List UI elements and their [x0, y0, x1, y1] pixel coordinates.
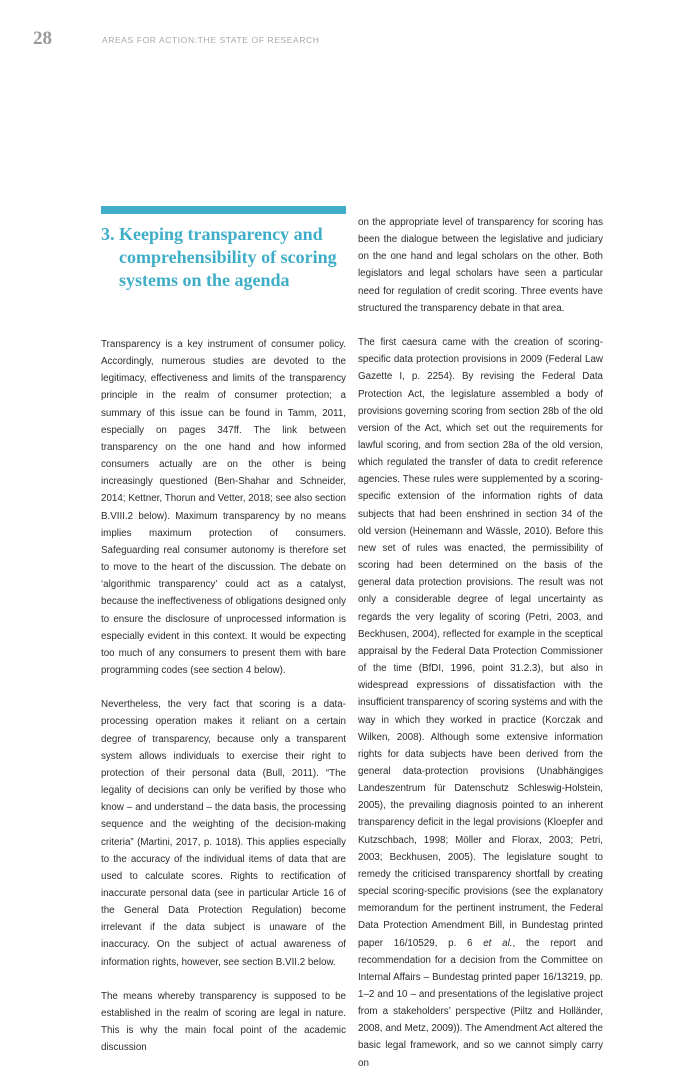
- left-column: [101, 336, 346, 1057]
- paragraph-text: The first caesura came with the creation of scoring-specific data protection provisions in 2009 (Federal Law Gazette I, p. 2254). By revising the Federal Data Protection Act, the legislature assembled a body of provisions governing scoring from section 28b of the old version of the Act, which set out the requirements for lawful scoring, and from section 28a of the old version, which regulated the transfer of data to credit reference agencies. These rules were supplemented by a scoring-specific extension of the information rights of data subjects that had been enshrined in section 34 of the old version (Heinemann and Wässle, 2010). Before this new set of rules was enacted, the permissibility of scoring had been determined on the basis of the general data protection provisions. The result was not only a considerable degree of legal uncertainty as regards the very legality of scoring (Petri, 2003, and Beckhusen, 2004), reflected for example in the sceptical appraisal by the Federal Data Protection Commissioner of the time (BfDI, 1996, point 31.2.3), but also in widespread expressions of dissatisfaction with the insufficient transparency of scoring systems and with the way in which they worked in practice (Korczak and Wilken, 2008). Although some extensive information rights for data subjects have been derived from the general data-protection provisions (Unabhängiges Landeszentrum für Datenschutz Schleswig-Holstein, 2005), the prevailing diagnosis pointed to an inherent transparency deficit in the legal provisions (Kloepfer and Kutzschbach, 1998; Möller and Florax, 2003; Petri, 2003; Beckhusen, 2005). The legislature sought to remedy the criticised transparency shortfall by creating special scoring-specific provisions (see the explanatory memorandum for the pertinent instrument, the Federal Data Protection Amendment Bill, in Bundestag printed paper 16/10529, p. 6: [358, 337, 603, 949]
- right-column: [358, 214, 603, 1072]
- running-header: AREAS FOR ACTION:THE STATE OF RESEARCH: [102, 35, 320, 45]
- paragraph: Transparency is a key instrument of consumer policy. Accordingly, numerous studies are devoted to the legitimacy, effectiveness and limits of the transparency principle in the realm of consumer protection; a summary of this issue can be found in Tamm, 2011, especially on pages 347ff. The link between transparency on the one hand and how informed consumers actually are on the other is being increasingly questioned (Ben-Shahar and Schneider, 2014; Kettner, Thorun and Vetter, 2018; see also section B.VIII.2 below). Maximum transparency by no means implies maximum protection of consumers. Safeguarding real consumer autonomy is therefore set to move to the heart of the discussion. The debate on ‘algorithmic transparency’ could act as a catalyst, because the ineffectiveness of obligations designed only to ensure the disclosure of unprocessed information is especially evident in this context. It would be expecting too much of any consumers to present them with bare programming codes (see section 4 below).: [101, 339, 346, 676]
- section-title: Keeping transparency and comprehensibility of scoring systems on the agenda: [119, 224, 337, 290]
- paragraph: The means whereby transparency is supposed to be established in the realm of scoring are legal in nature. This is why the main focal point of the academic discussion: [101, 990, 346, 1054]
- paragraph: on the appropriate level of transparency for scoring has been the dialogue between the legislative and judiciary on the one hand and legal scholars on the other. Both legislators and legal scholars have seen a particular need for regulation of credit scoring. Three events have structured the transparency debate in that area.: [358, 217, 603, 314]
- paragraph: Nevertheless, the very fact that scoring is a data-processing operation makes it reliant on a certain degree of transparency, because only a transparent system allows individuals to exercise their right to protection of their personal data (Bull, 2011). “The legality of decisions can only be verified by those who know – and understand – the data basis, the processing sequence and the weighting of the decision-making criteria” (Martini, 2017, p. 1018). This applies especially to the accuracy of the individual items of data that are used to calculate scores. Rights to rectification of inaccurate personal data (see in particular Article 16 of the General Data Protection Regulation) become irrelevant if the data subject is unaware of the inaccuracy. On the subject of actual awareness of information rights, however, see section B.VII.2 below.: [101, 699, 346, 968]
- paragraph: [358, 334, 603, 1072]
- paragraph-text: , the report and recommendation for a decision from the Committee on Internal Affairs – Bundestag printed paper 16/13219, pp. 1–2 and 10 – and presentations of the legislative project from a stakeholders’ perspective (Piltz and Holländer, 2008, and Metz, 2009)). The Amendment Act altered the basic legal framework, and so we cannot simply carry on: [358, 937, 603, 1069]
- page-number: 28: [33, 28, 52, 49]
- section-heading: [101, 223, 341, 291]
- italic-text: et al.: [483, 937, 513, 949]
- section-accent-bar: [101, 206, 346, 214]
- section-number: 3.: [101, 224, 115, 244]
